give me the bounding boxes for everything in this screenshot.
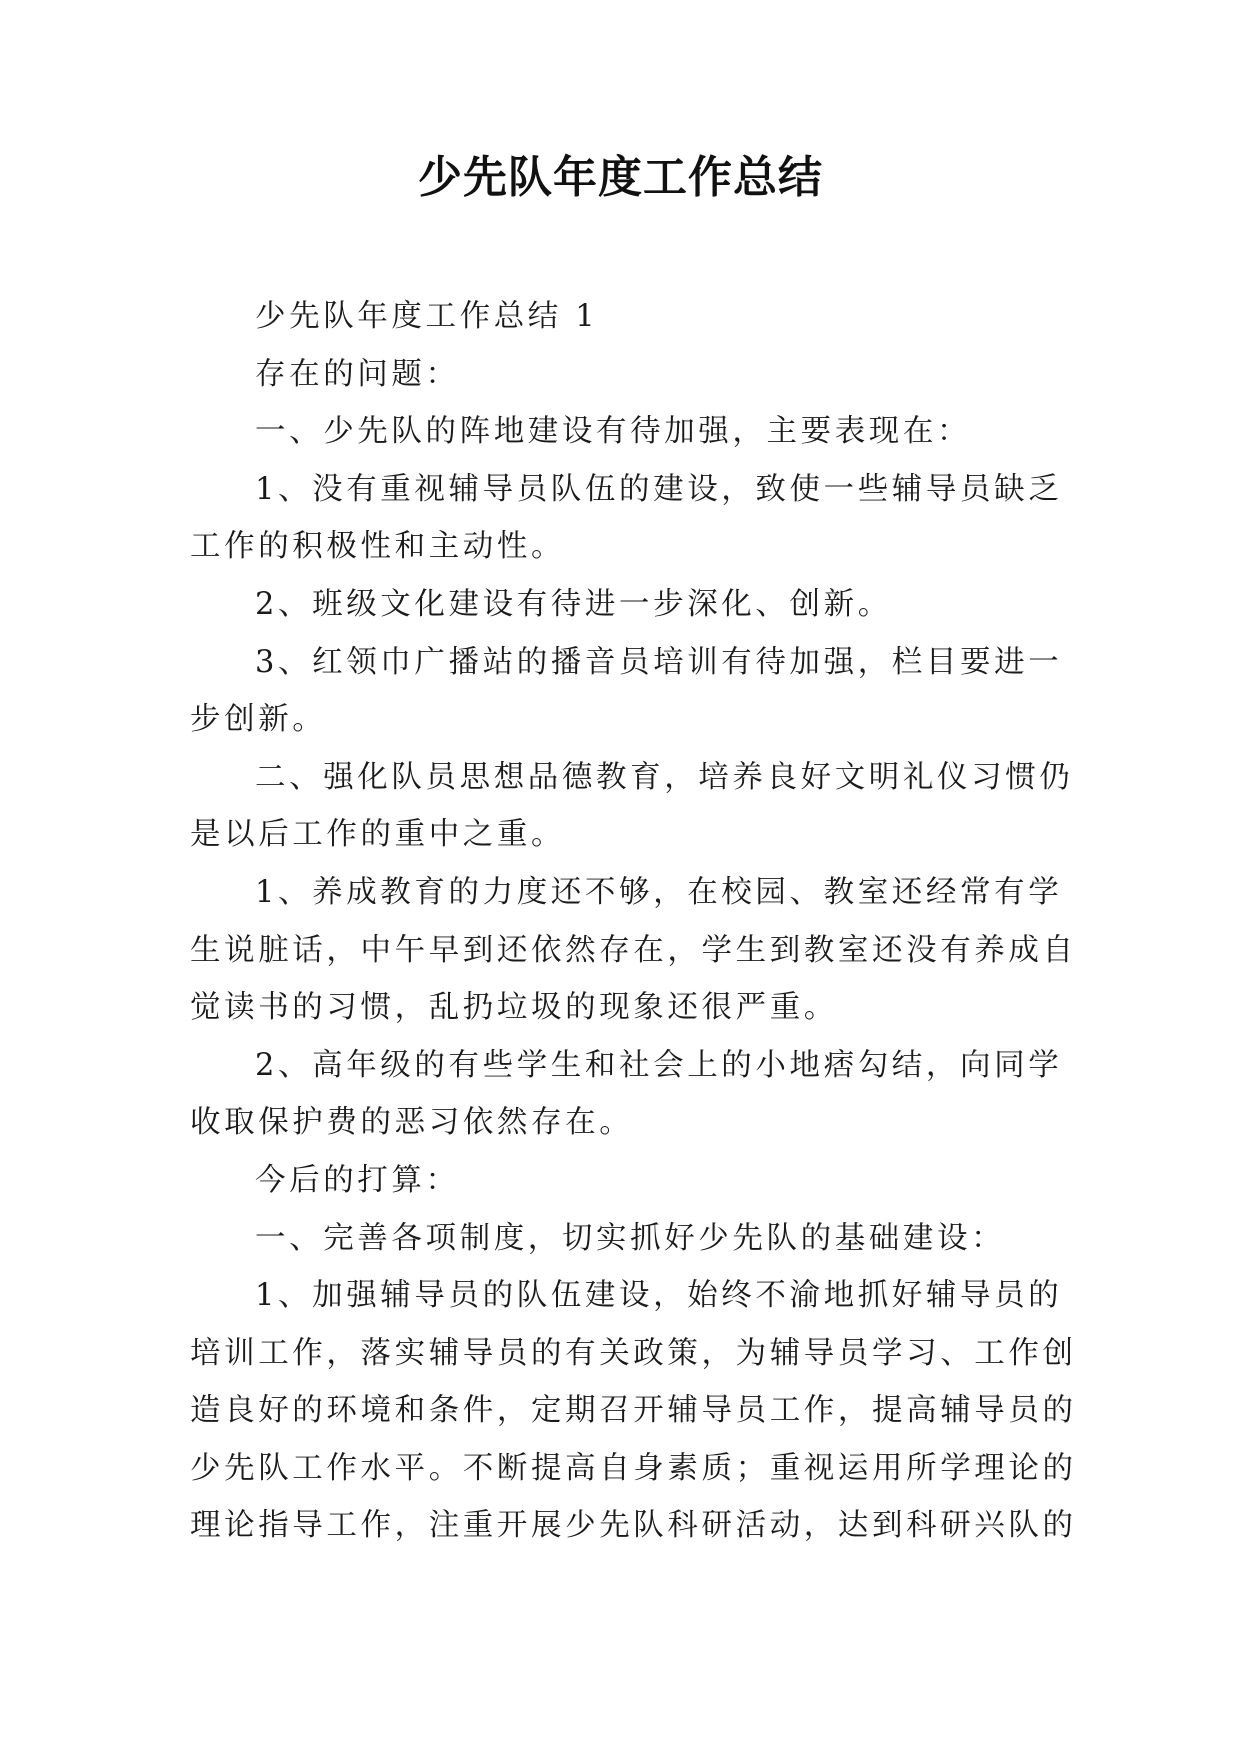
paragraph — [190, 634, 1063, 749]
paragraph-line: 收取保护费的恶习依然存在。 — [190, 1105, 634, 1141]
paragraph — [190, 346, 1050, 404]
document-body — [190, 288, 1077, 1555]
paragraph-line: 是以后工作的重中之重。 — [190, 817, 566, 853]
paragraph — [190, 864, 1077, 1037]
paragraph-line: 理论指导工作，注重开展少先队科研活动，达到科研兴队的 — [190, 1508, 1077, 1544]
paragraph-line: 2、高年级的有些学生和社会上的小地痞勾结，向同学 — [255, 1047, 1063, 1083]
paragraph — [190, 461, 1063, 576]
paragraph-line: 二、强化队员思想品德教育，培养良好文明礼仪习惯仍 — [255, 759, 1074, 795]
paragraph-line: 1、加强辅导员的队伍建设，始终不渝地抓好辅导员的 — [255, 1278, 1063, 1314]
paragraph-line: 存在的问题： — [255, 356, 460, 392]
paragraph — [190, 1152, 1050, 1210]
paragraph — [190, 288, 1050, 346]
paragraph-line: 2、班级文化建设有待进一步深化、创新。 — [255, 586, 892, 622]
paragraph — [190, 1267, 1077, 1555]
document-title: 少先队年度工作总结 — [418, 152, 823, 203]
paragraph-line: 1、没有重视辅导员队伍的建设，致使一些辅导员缺乏 — [255, 471, 1063, 507]
paragraph-line: 一、少先队的阵地建设有待加强，主要表现在： — [255, 414, 972, 450]
paragraph — [190, 1210, 1050, 1268]
paragraph — [190, 1037, 1063, 1152]
paragraph — [190, 749, 1074, 864]
paragraph-line: 觉读书的习惯，乱扔垃圾的现象还很严重。 — [190, 990, 838, 1026]
paragraph — [190, 403, 1050, 461]
paragraph-line: 3、红领巾广播站的播音员培训有待加强，栏目要进一 — [255, 644, 1063, 680]
paragraph-line: 造良好的环境和条件，定期召开辅导员工作，提高辅导员的 — [190, 1393, 1077, 1429]
paragraph-line: 步创新。 — [190, 702, 327, 738]
paragraph-line: 培训工作，落实辅导员的有关政策，为辅导员学习、工作创 — [190, 1335, 1077, 1371]
paragraph-line: 1、养成教育的力度还不够，在校园、教室还经常有学 — [255, 874, 1063, 910]
paragraph-line: 生说脏话，中午早到还依然存在，学生到教室还没有养成自 — [190, 932, 1077, 968]
paragraph — [190, 576, 1050, 634]
paragraph-line: 工作的积极性和主动性。 — [190, 529, 566, 565]
paragraph-line: 少先队年度工作总结 1 — [255, 299, 599, 334]
paragraph-line: 今后的打算： — [255, 1162, 460, 1198]
paragraph-line: 一、完善各项制度，切实抓好少先队的基础建设： — [255, 1220, 1006, 1256]
paragraph-line: 少先队工作水平。不断提高自身素质；重视运用所学理论的 — [190, 1450, 1077, 1486]
